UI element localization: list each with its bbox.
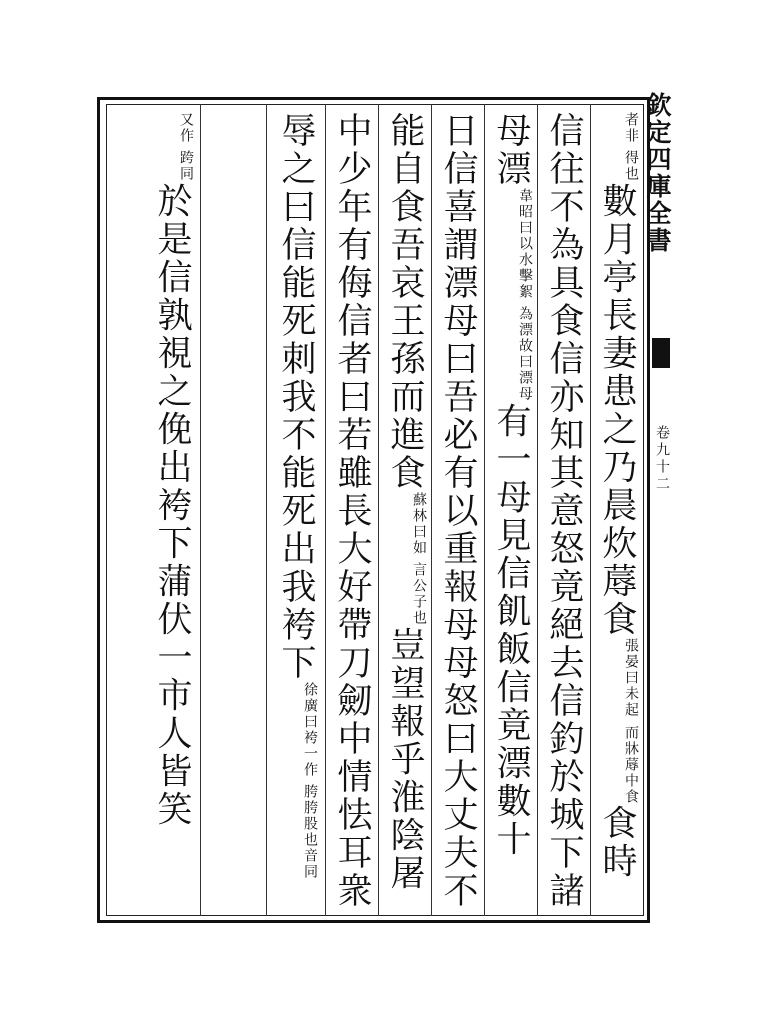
- inline-note: [516, 188, 533, 402]
- column-rule: [431, 104, 432, 916]
- main-text: 能自食吾哀王孫而進食: [385, 112, 425, 492]
- note-line: 跨同: [178, 150, 194, 183]
- inline-note: [622, 112, 639, 182]
- text-column-7: [274, 112, 318, 912]
- inline-note: [301, 682, 318, 880]
- note-line: 胯胯股也音同: [302, 784, 318, 881]
- main-text: 辱之曰信能死刺我不能死出我袴下: [276, 112, 316, 682]
- note-line: 而牀蓐中食: [623, 724, 639, 805]
- note-line: 韋昭曰以水擊絮: [517, 188, 533, 300]
- main-text: 豈望報乎淮陰屠: [385, 626, 425, 893]
- column-rule: [484, 104, 485, 916]
- column-rule: [378, 104, 379, 916]
- note-line: 張晏曰未起: [623, 638, 639, 719]
- main-text: 母漂: [491, 112, 531, 188]
- book-title: 欽定四庫全書: [643, 92, 672, 254]
- main-text: 日信喜謂漂母曰吾必有以重報母母怒曰大丈夫不: [438, 112, 478, 910]
- main-text: 食時: [597, 804, 637, 881]
- note-line: 又作: [178, 112, 194, 144]
- main-text: 於是信孰視之俛出袴下蒲伏一市人皆笑: [152, 182, 192, 829]
- note-line: 言公子也: [411, 562, 427, 627]
- text-column-8: [150, 112, 194, 912]
- text-column-5: [383, 112, 427, 912]
- note-line: 得也: [623, 150, 639, 183]
- column-rule: [200, 104, 201, 916]
- inline-note: [622, 638, 639, 804]
- inline-note: [177, 112, 194, 182]
- inline-note: [410, 492, 427, 626]
- text-column-6: [330, 112, 374, 912]
- main-text: 信往不為具食信亦知其意怒竟絕去信釣於城下諸: [544, 112, 584, 910]
- column-rule: [537, 104, 538, 916]
- volume-label: 卷九十二: [654, 425, 670, 493]
- main-text: 有一母見信飢飯信竟漂數十: [491, 402, 531, 859]
- column-rule: [325, 104, 326, 916]
- note-line: 蘇林曰如: [411, 492, 427, 556]
- column-rule: [266, 104, 267, 916]
- text-column-1: [595, 112, 639, 912]
- text-column-4: [436, 112, 480, 912]
- note-line: 者非: [623, 112, 639, 144]
- main-text: 中少年有侮信者曰若雖長大好帶刀劒中情怯耳衆: [332, 112, 372, 910]
- main-text: 數月亭長妻患之乃晨炊蓐食: [597, 182, 637, 639]
- note-line: 為漂故曰漂母: [517, 306, 533, 403]
- text-column-3: [489, 112, 533, 912]
- column-rule: [590, 104, 591, 916]
- text-column-2: [542, 112, 586, 912]
- note-line: 徐廣曰袴一作: [302, 682, 318, 778]
- fishtail-mark: [652, 338, 670, 368]
